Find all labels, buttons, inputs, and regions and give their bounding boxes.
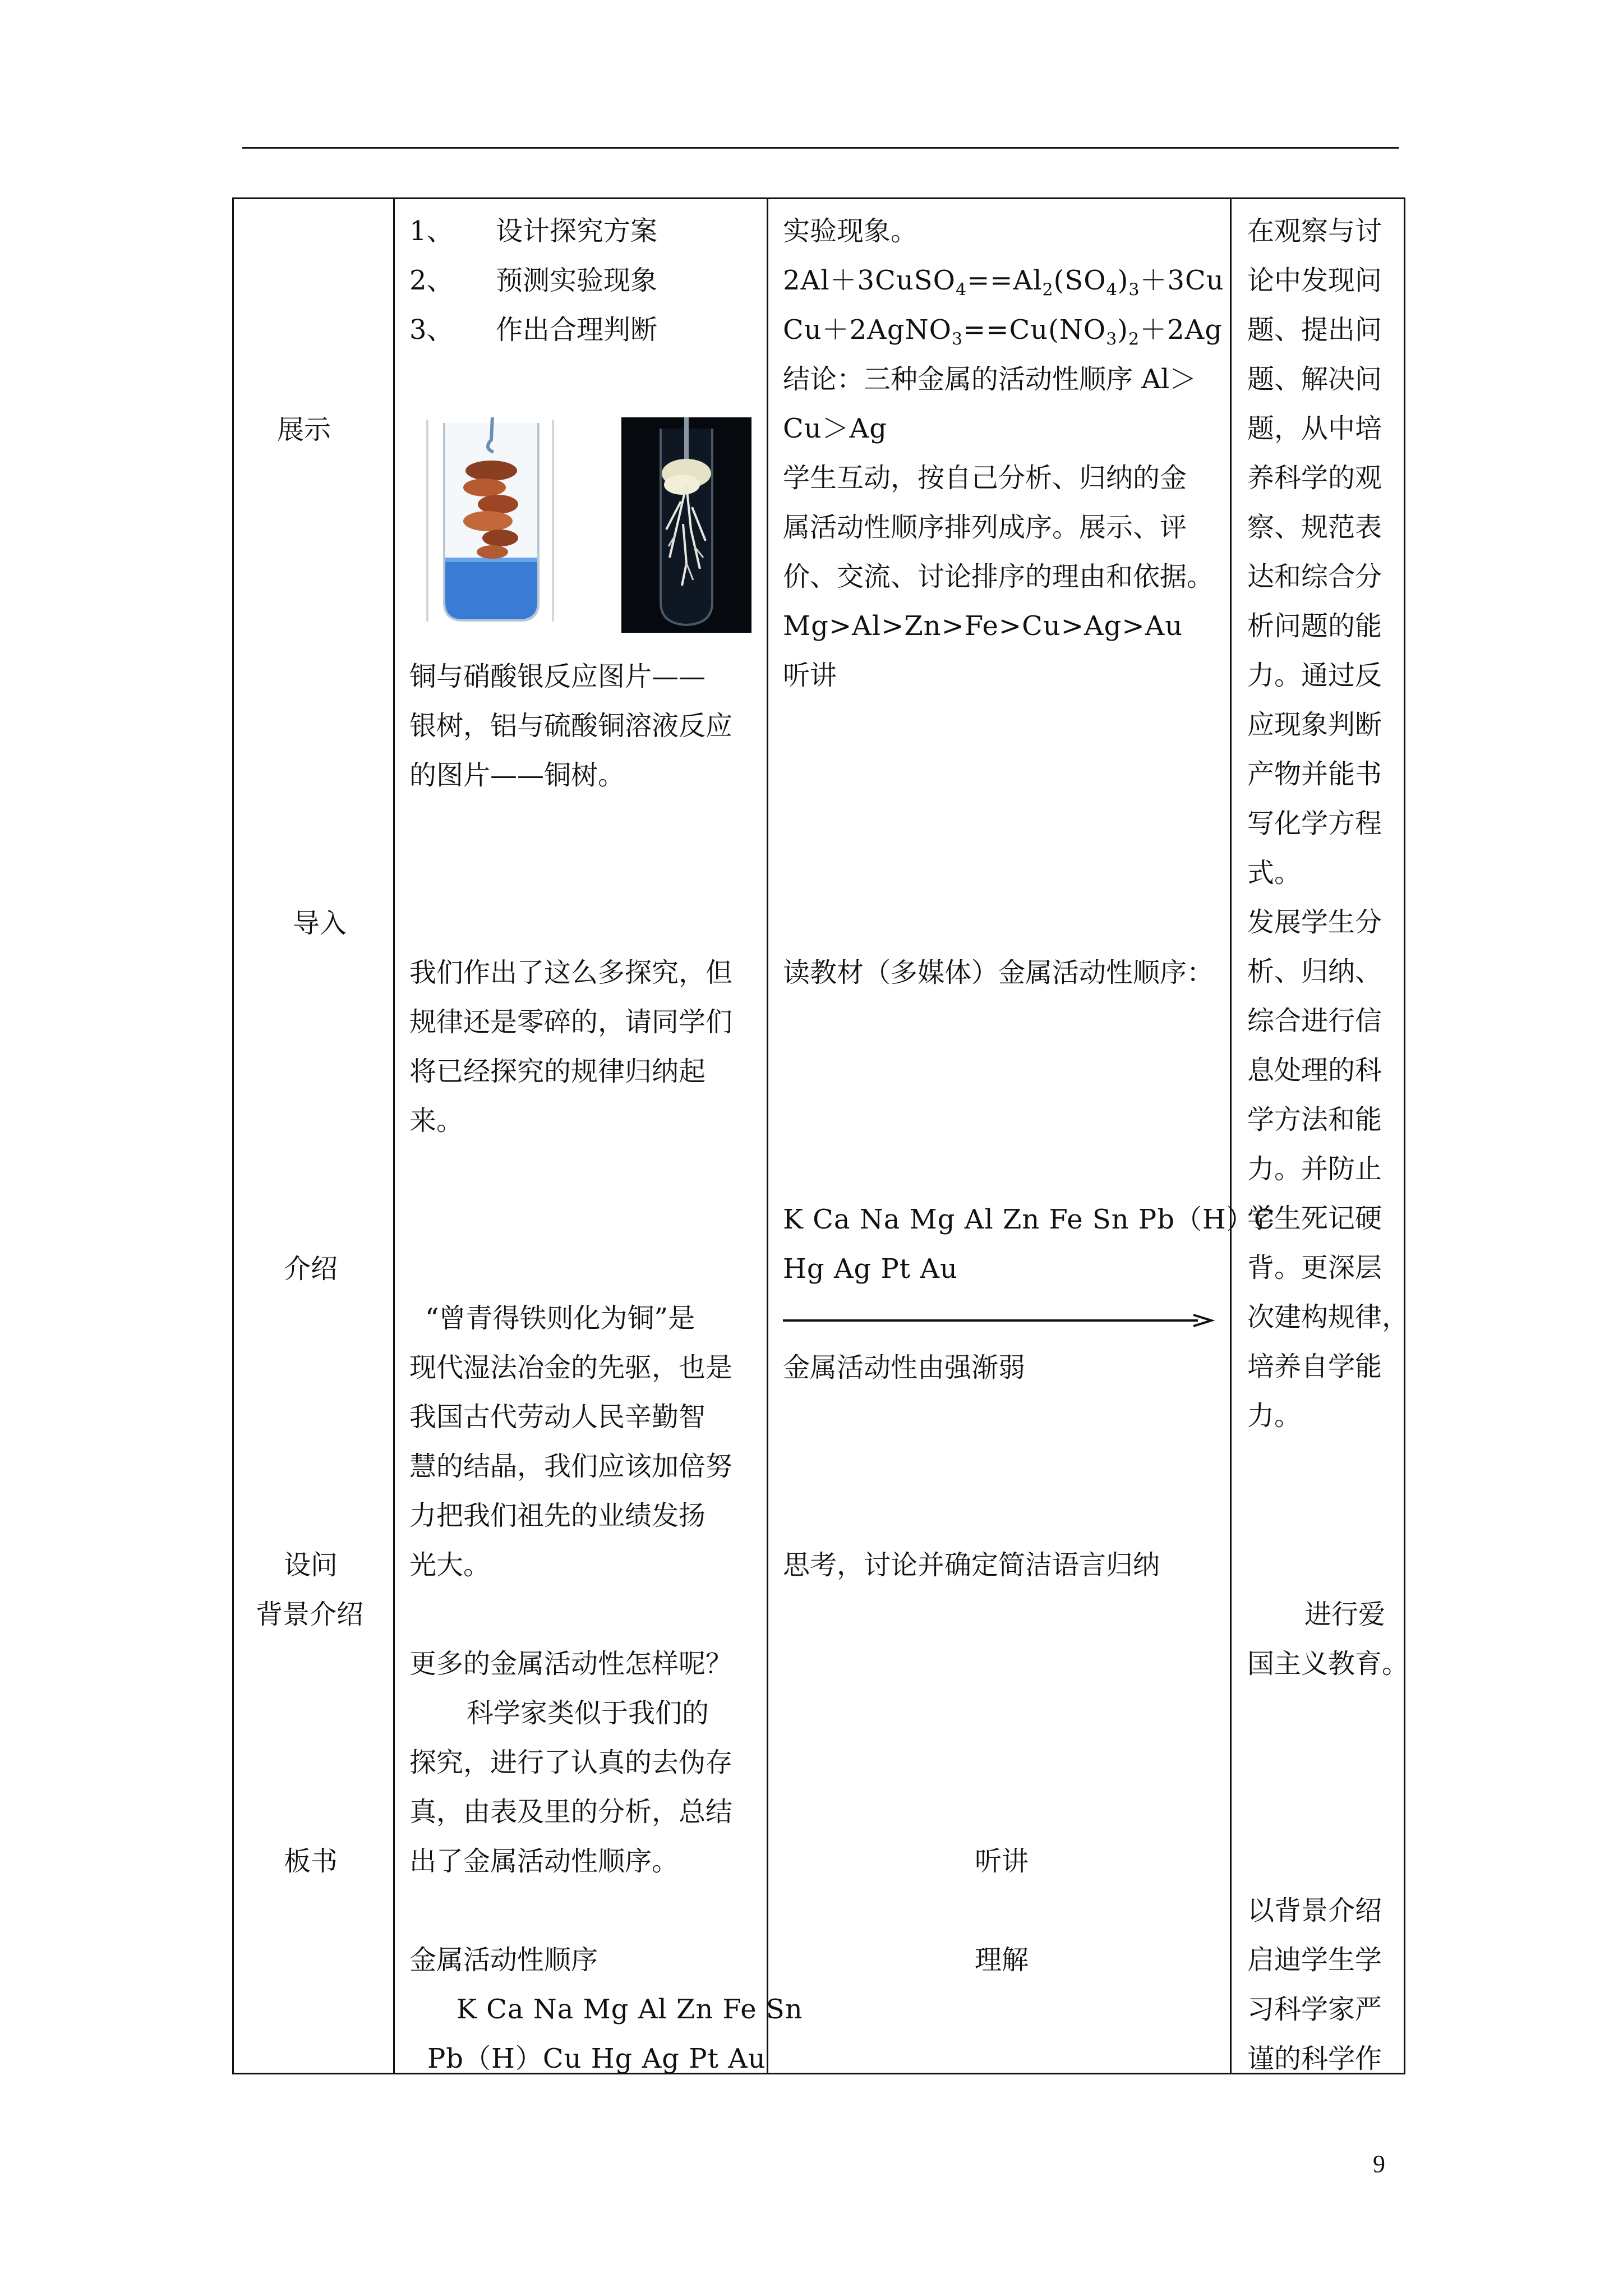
intent-line: 学生死记硬 [1247,1203,1382,1234]
intent-line: 力。并防止 [1247,1153,1382,1185]
intent-line: 析问题的能 [1247,610,1382,642]
intent-line: 国主义教育。 [1247,1648,1409,1680]
conclusion-line: Cu＞Ag [783,413,888,444]
history-line: 力把我们祖先的业绩发扬 [409,1500,706,1531]
step-number: 1、 [409,215,454,247]
photo-caption-line: 的图片——铜树。 [409,760,625,791]
scientists-line: 真，由表及里的分析，总结 [409,1796,733,1828]
teacher-summary-line: 来。 [409,1105,464,1137]
intent-line: 力。通过反 [1247,660,1382,691]
scientists-line: 科学家类似于我们的 [467,1697,709,1729]
copper-tree-photo [422,417,559,629]
intent-line: 题、提出问 [1247,314,1382,346]
intent-line: 次建构规律， [1247,1301,1409,1333]
intent-line: 谨的科学作 [1247,2043,1382,2074]
equation-al-cuso4: $2Al+3CuSO_4==Al_2(SO_4)_3+3Cu$ [783,265,1224,300]
photo-caption-line: 银树，铝与硫酸铜溶液反应 [409,710,733,742]
series-line: Hg Ag Pt Au [783,1253,958,1285]
step-text: 设计探究方案 [496,215,658,247]
scientists-line: 探究，进行了认真的去伪存 [409,1747,733,1778]
teacher-summary-line: 我们作出了这么多探究，但 [409,957,733,988]
question-text: 更多的金属活动性怎样呢？ [409,1648,733,1680]
stage-label: 背景介绍 [256,1599,364,1630]
intent-line: 析、归纳、 [1247,956,1382,987]
history-line: “曾青得铁则化为铜”是 [425,1303,695,1334]
stage-label: 导入 [293,908,347,939]
arrow-label: 金属活动性由强渐弱 [783,1352,1026,1383]
discuss-text: 思考，讨论并确定简洁语言归纳 [783,1549,1160,1581]
read-text: 读教材（多媒体）金属活动性顺序： [783,957,1214,988]
column-divider [767,199,768,2073]
series-line: K Ca Na Mg Al Zn Fe Sn Pb（H）C [783,1204,1275,1235]
intent-line: 学方法和能 [1247,1104,1382,1135]
intent-line: 养科学的观 [1247,462,1382,494]
interaction-line: 学生互动，按自己分析、归纳的金 [783,462,1187,494]
step-text: 预测实验现象 [496,265,658,296]
arrow-icon [783,1309,1216,1332]
intent-line: 题，从中培 [1247,413,1382,444]
intent-line: 达和综合分 [1247,561,1382,592]
intent-line: 启迪学生学 [1247,1944,1382,1976]
listen-text: 听讲 [975,1846,1029,1877]
intent-line: 题、解决问 [1247,364,1382,395]
step-text: 作出合理判断 [496,314,658,346]
intent-line: 综合进行信 [1247,1005,1382,1037]
board-series-line: Pb（H）Cu Hg Ag Pt Au [427,2043,766,2074]
stage-label: 设问 [284,1549,338,1581]
silver-tree-photo [621,417,751,633]
teacher-summary-line: 规律还是零碎的，请同学们 [409,1006,733,1038]
header-rule [242,147,1399,149]
activity-order: Mg>Al>Zn>Fe>Cu>Ag>Au [783,610,1183,642]
intent-line: 发展学生分 [1247,907,1382,938]
scientists-line: 出了金属活动性顺序。 [409,1846,679,1877]
interaction-line: 属活动性顺序排列成序。展示、评 [783,512,1187,543]
intent-line: 进行爱 [1304,1599,1386,1630]
intent-line: 力。 [1247,1400,1302,1432]
stage-label: 介绍 [284,1253,338,1285]
column-divider [1230,199,1232,2073]
equation-cu-agno3: $Cu+2AgNO_3==Cu(NO_3)_2+2Ag$ [783,314,1223,349]
listen-text: 听讲 [783,660,837,691]
history-line: 光大。 [409,1549,491,1581]
intent-line: 培养自学能 [1247,1351,1382,1382]
intent-line: 背。更深层 [1247,1252,1382,1283]
intent-line: 习科学家严 [1247,1994,1382,2025]
stage-label: 展示 [277,414,331,445]
intent-line: 论中发现问 [1247,265,1382,296]
understand-text: 理解 [975,1944,1029,1976]
board-title: 金属活动性顺序 [409,1944,598,1976]
interaction-line: 价、交流、讨论排序的理由和依据。 [783,561,1214,592]
step-number: 3、 [409,314,454,346]
intent-line: 应现象判断 [1247,709,1382,740]
column-divider [393,199,395,2073]
history-line: 慧的结晶，我们应该加倍努 [409,1451,733,1482]
intent-line: 式。 [1247,857,1302,889]
history-line: 我国古代劳动人民辛勤智 [409,1401,706,1433]
stage-label: 板书 [284,1846,338,1877]
board-series-line: K Ca Na Mg Al Zn Fe Sn [457,1994,803,2025]
intent-line: 产物并能书 [1247,758,1382,790]
history-line: 现代湿法冶金的先驱，也是 [409,1352,733,1383]
photo-caption-line: 铜与硝酸银反应图片—— [409,661,706,692]
intent-line: 以背景介绍 [1247,1895,1382,1926]
observe-text: 实验现象。 [783,215,918,247]
teacher-summary-line: 将已经探究的规律归纳起 [409,1056,706,1087]
intent-line: 在观察与讨 [1247,215,1382,247]
intent-line: 写化学方程 [1247,808,1382,839]
step-number: 2、 [409,265,454,296]
intent-line: 察、规范表 [1247,512,1382,543]
page-number: 9 [1373,2150,1385,2178]
intent-line: 息处理的科 [1247,1055,1382,1086]
conclusion-line: 结论：三种金属的活动性顺序 Al＞ [783,364,1197,395]
